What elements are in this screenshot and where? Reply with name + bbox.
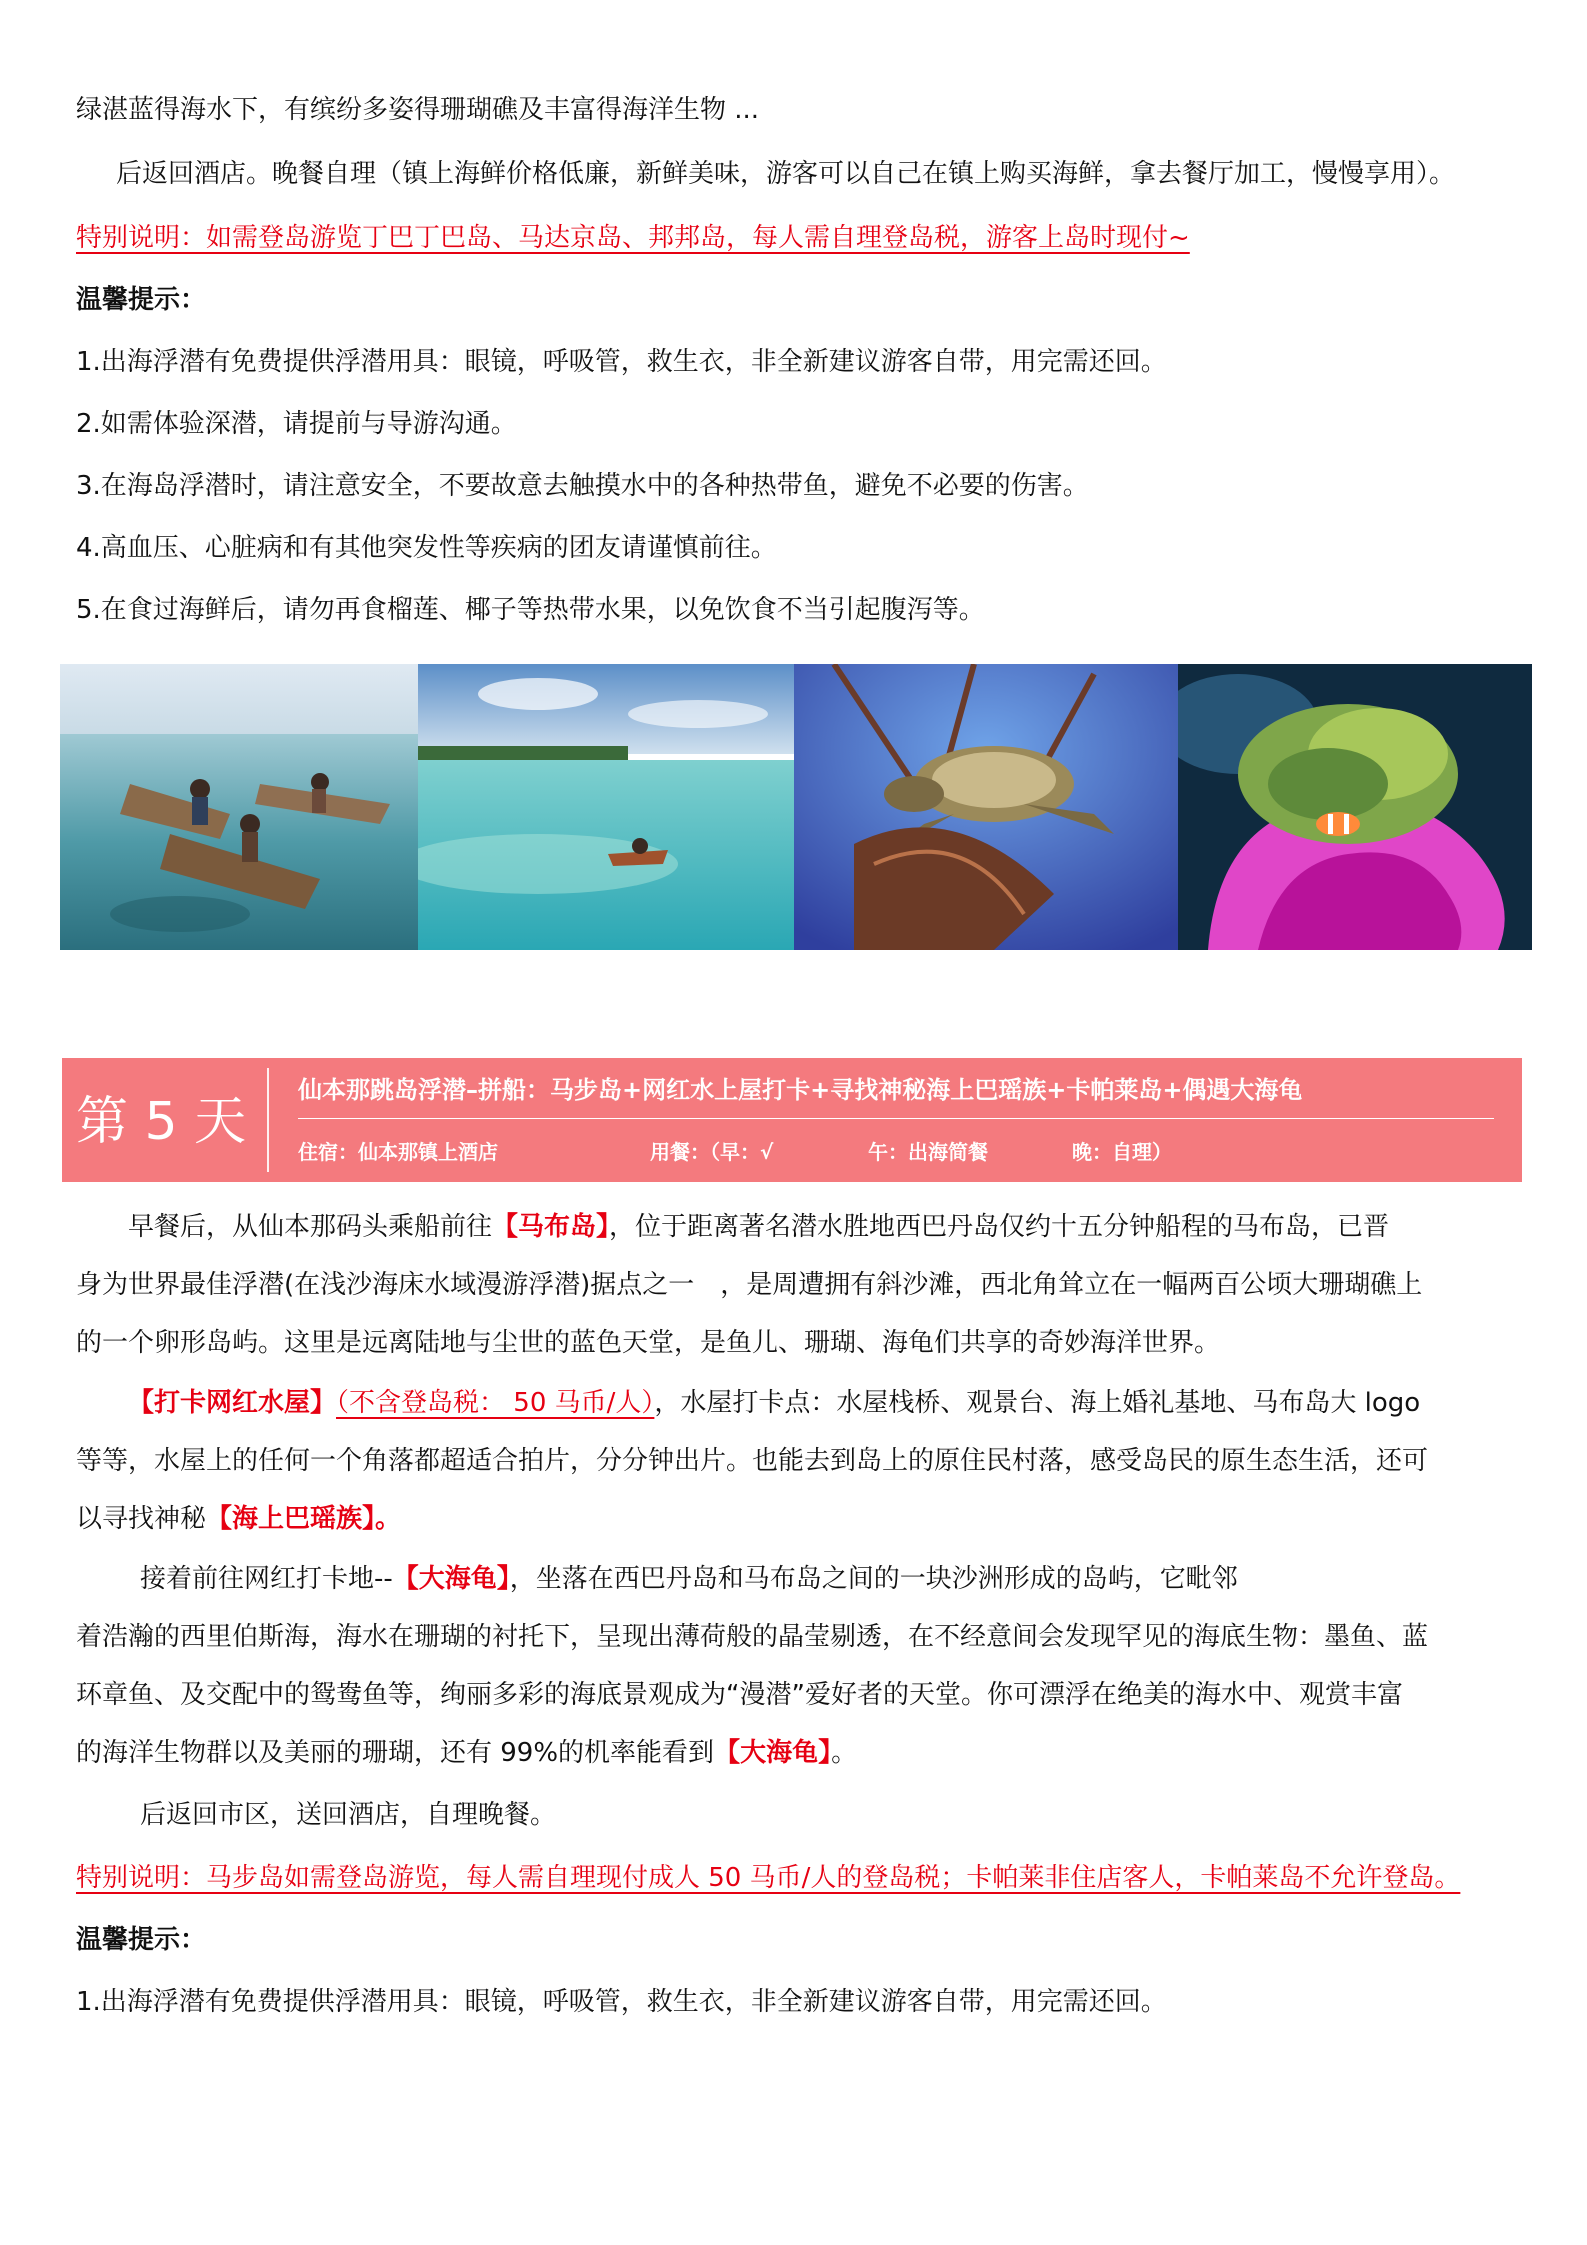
day-meals: 用餐：（早：√ bbox=[650, 1140, 774, 1164]
photo-island-boat bbox=[418, 664, 794, 950]
paragraph-mabul: 早餐后，从仙本那码头乘船前往【马布岛】，位于距离著名潜水胜地西巴丹岛仅约十五分钟船程的马布岛，已晋 身为世界最佳浮潜(在浅沙海床水域漫游浮潜)据点之一 ，是周遭拥有斜沙滩，西北角耸立在一幅两百公顷大珊瑚礁上 的一个卵形岛屿。这里是远离陆地与尘世的蓝色天堂，是鱼儿、珊瑚、海龟们共享的奇妙海洋世界。 bbox=[76, 1212, 1423, 1358]
day-stay: 住宿：仙本那镇上酒店 bbox=[298, 1140, 498, 1164]
tip-item: 2.如需体验深潜，请提前与导游沟通。 bbox=[76, 409, 517, 439]
return-line: 后返回酒店。晚餐自理（镇上海鲜价格低廉，新鲜美味，游客可以自己在镇上购买海鲜，拿去餐厅加工，慢慢享用）。 bbox=[116, 159, 1456, 189]
paragraph-kapalai: 接着前往网红打卡地--【大海龟】，坐落在西巴丹岛和马布岛之间的一块沙洲形成的岛屿，它毗邻 着浩瀚的西里伯斯海，海水在珊瑚的衬托下，呈现出薄荷般的晶莹剔透，在不经意间会发现罕见的海底生物：墨鱼、蓝 环章鱼、及交配中的鸳鸯鱼等，绚丽多彩的海底景观成为“漫潜”爱好者的天堂。你可漂浮在绝美的海水中、观赏丰富 的海洋生物群以及美丽的珊瑚，还有 99%的机率能看到【大海龟】。 bbox=[76, 1564, 1429, 1768]
banner-divider bbox=[267, 1068, 269, 1172]
tips-title-1: 温馨提示： bbox=[76, 285, 207, 315]
day-dinner: 晚：自理） bbox=[1072, 1140, 1172, 1164]
tip-item: 1.出海浮潜有免费提供浮潜用具：眼镜，呼吸管，救生衣，非全新建议游客自带，用完需还回。 bbox=[76, 347, 1167, 377]
tips-title-2: 温馨提示： bbox=[76, 1925, 207, 1955]
special-note-1: 特别说明：如需登岛游览丁巴丁巴岛、马达京岛、邦邦岛，每人需自理登岛税，游客上岛时现付~ bbox=[76, 223, 1190, 253]
day-lunch: 午：出海简餐 bbox=[868, 1140, 988, 1164]
day-title: 仙本那跳岛浮潜–拼船：马步岛+网红水上屋打卡+寻找神秘海上巴瑶族+卡帕莱岛+偶遇大海龟 bbox=[298, 1076, 1303, 1104]
special-note-2: 特别说明：马步岛如需登岛游览，每人需自理现付成人 50 马币/人的登岛税；卡帕莱非住店客人，卡帕莱岛不允许登岛。 bbox=[76, 1863, 1461, 1893]
photo-bajau-boats bbox=[60, 664, 418, 950]
tip-item: 1.出海浮潜有免费提供浮潜用具：眼镜，呼吸管，救生衣，非全新建议游客自带，用完需还回。 bbox=[76, 1987, 1167, 2017]
paragraph-return: 后返回市区，送回酒店，自理晚餐。 bbox=[140, 1800, 557, 1830]
paragraph-water-house: 【打卡网红水屋】（不含登岛税： 50 马币/人），水屋打卡点：水屋栈桥、观景台、海上婚礼基地、马布岛大 logo 等等，水屋上的任何一个角落都超适合拍片，分分钟出片。也能去到岛上的原住民村落，感受岛民的原生态生活，还可 以寻找神秘【海上巴瑶族】。 bbox=[76, 1388, 1429, 1534]
tip-item: 4.高血压、心脏病和有其他突发性等疾病的团友请谨慎前往。 bbox=[76, 533, 777, 563]
day-banner bbox=[62, 1058, 1522, 1182]
intro-line: 绿湛蓝得海水下，有缤纷多姿得珊瑚礁及丰富得海洋生物 ... bbox=[76, 95, 760, 125]
tip-item: 5.在食过海鲜后，请勿再食榴莲、椰子等热带水果，以免饮食不当引起腹泻等。 bbox=[76, 595, 985, 625]
photo-sea-turtle bbox=[794, 664, 1178, 950]
day-label: 第 5 天 bbox=[76, 1092, 247, 1152]
photo-strip bbox=[60, 664, 1532, 950]
title-underline bbox=[298, 1118, 1494, 1119]
photo-clownfish-anemone bbox=[1178, 664, 1532, 950]
tip-item: 3.在海岛浮潜时，请注意安全，不要故意去触摸水中的各种热带鱼，避免不必要的伤害。 bbox=[76, 471, 1089, 501]
